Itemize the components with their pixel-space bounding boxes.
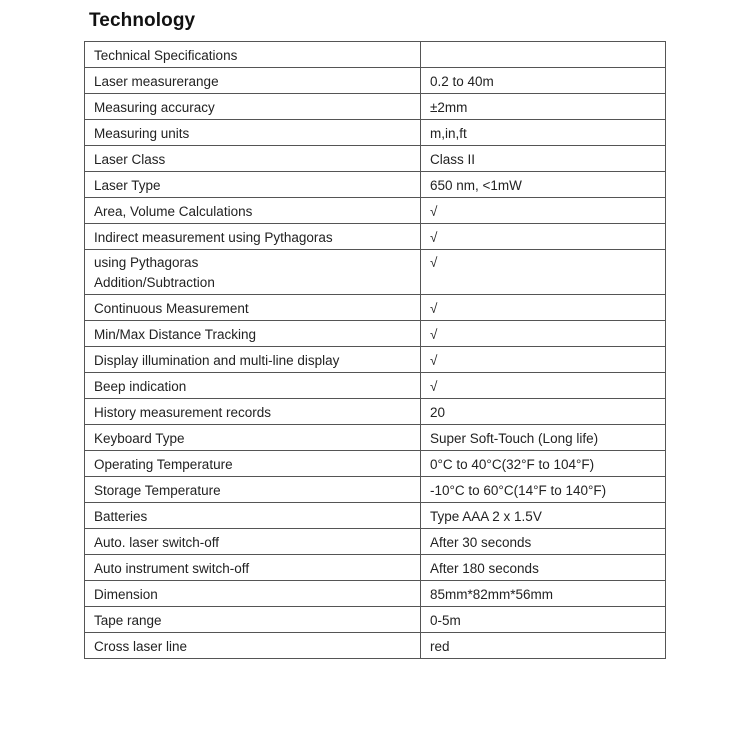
table-row [85,607,666,633]
spec-label: Auto instrument switch-off [85,555,421,581]
table-row [85,555,666,581]
spec-label: Laser Type [85,172,421,198]
table-row [85,373,666,399]
spec-value: √ [421,295,666,321]
spec-value: red [421,633,666,659]
spec-value: -10°C to 60°C(14°F to 140°F) [421,477,666,503]
spec-label: Min/Max Distance Tracking [85,321,421,347]
spec-value: ±2mm [421,94,666,120]
table-row [85,425,666,451]
spec-value: After 30 seconds [421,529,666,555]
spec-label: Tape range [85,607,421,633]
spec-label: Cross laser line [85,633,421,659]
table-row [85,295,666,321]
table-row [85,503,666,529]
table-row [85,581,666,607]
spec-label: Display illumination and multi-line display [85,347,421,373]
spec-value: m,in,ft [421,120,666,146]
spec-label: Laser Class [85,146,421,172]
spec-value: √ [421,347,666,373]
spec-label: Storage Temperature [85,477,421,503]
spec-value: Super Soft-Touch (Long life) [421,425,666,451]
table-row [85,42,666,68]
table-row [85,198,666,224]
spec-value: 650 nm, <1mW [421,172,666,198]
spec-label: Beep indication [85,373,421,399]
spec-label: History measurement records [85,399,421,425]
spec-label: Measuring units [85,120,421,146]
spec-value [421,42,666,68]
spec-label: Technical Specifications [85,42,421,68]
table-row [85,146,666,172]
table-row [85,224,666,250]
spec-value: After 180 seconds [421,555,666,581]
spec-table [84,41,666,659]
spec-label: Laser measurerange [85,68,421,94]
spec-label: Auto. laser switch-off [85,529,421,555]
spec-value: Type AAA 2 x 1.5V [421,503,666,529]
spec-label: Area, Volume Calculations [85,198,421,224]
spec-value: √ [421,250,666,295]
table-row [85,399,666,425]
spec-label: Batteries [85,503,421,529]
page-title: Technology [89,10,196,31]
spec-label: Indirect measurement using Pythagoras [85,224,421,250]
spec-value: √ [421,224,666,250]
table-row [85,633,666,659]
table-row [85,529,666,555]
spec-value: 0.2 to 40m [421,68,666,94]
spec-label: Keyboard Type [85,425,421,451]
table-row [85,120,666,146]
spec-label: Continuous Measurement [85,295,421,321]
spec-value: √ [421,373,666,399]
table-row [85,68,666,94]
spec-label: using Pythagoras Addition/Subtraction [85,250,421,295]
table-row [85,477,666,503]
table-row [85,172,666,198]
spec-label: Measuring accuracy [85,94,421,120]
table-row [85,250,666,295]
spec-label: Dimension [85,581,421,607]
spec-label: Operating Temperature [85,451,421,477]
table-row [85,94,666,120]
table-row [85,347,666,373]
spec-value: 0-5m [421,607,666,633]
spec-value: 20 [421,399,666,425]
table-row [85,321,666,347]
spec-value: 0°C to 40°C(32°F to 104°F) [421,451,666,477]
spec-value: 85mm*82mm*56mm [421,581,666,607]
table-row [85,451,666,477]
spec-value: √ [421,198,666,224]
spec-value: Class II [421,146,666,172]
spec-value: √ [421,321,666,347]
